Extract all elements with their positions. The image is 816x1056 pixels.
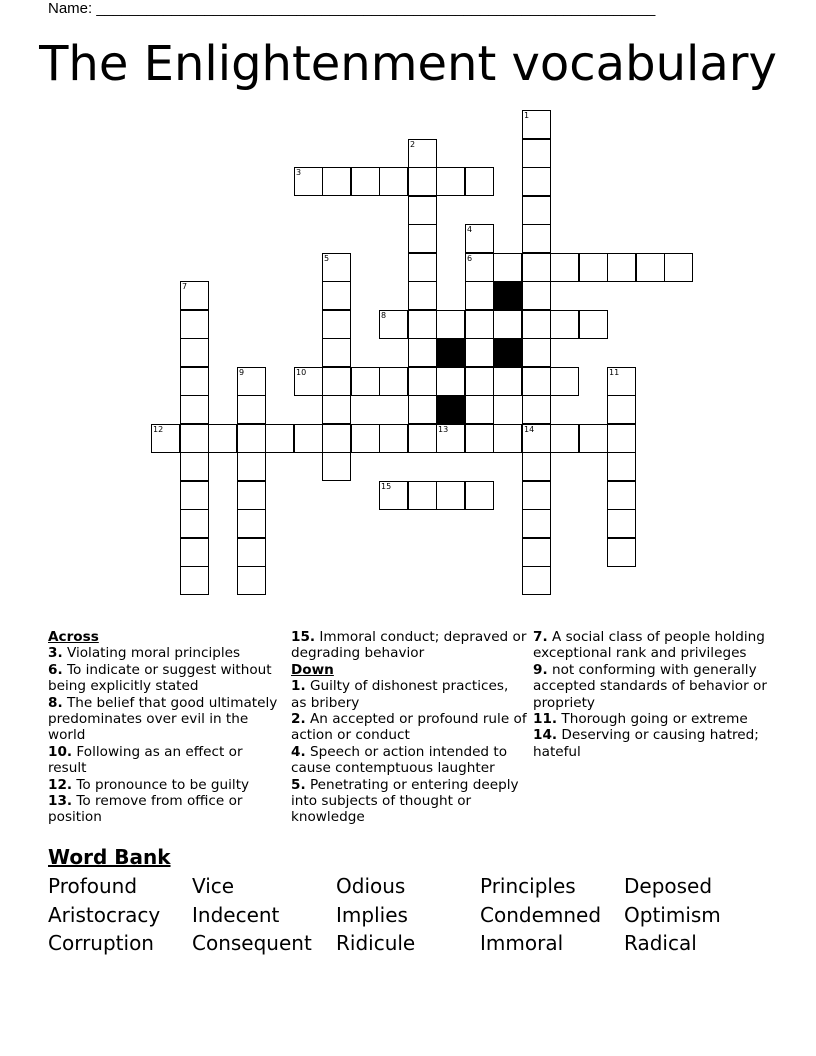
crossword-cell[interactable] xyxy=(550,310,579,339)
crossword-cell[interactable] xyxy=(607,424,636,453)
crossword-cell[interactable] xyxy=(607,253,636,282)
word-bank-word: Radical xyxy=(624,931,697,955)
crossword-cell[interactable] xyxy=(379,481,408,510)
crossword-cell[interactable] xyxy=(465,167,494,196)
down-clue-1: 1. Guilty of dishonest practices, as bribery xyxy=(291,678,509,711)
word-bank-word: Principles xyxy=(480,874,576,898)
down-clue-2: 2. An accepted or profound rule of action or conduct xyxy=(291,711,527,744)
crossword-block xyxy=(493,281,522,310)
across-heading: Across xyxy=(48,629,99,645)
crossword-cell[interactable] xyxy=(522,139,551,168)
crossword-cell[interactable] xyxy=(522,224,551,253)
crossword-cell[interactable] xyxy=(522,538,551,567)
down-clue-9: 9. not conforming with generally accepted standards of behavior or propriety xyxy=(533,661,767,711)
crossword-cell[interactable] xyxy=(465,253,494,282)
clues-column-3 xyxy=(533,629,773,760)
crossword-cell[interactable] xyxy=(237,424,266,453)
crossword-cell[interactable] xyxy=(493,310,522,339)
down-clue-14: 14. Deserving or causing hatred; hateful xyxy=(533,727,759,760)
crossword-cell[interactable] xyxy=(607,538,636,567)
crossword-cell[interactable] xyxy=(436,167,465,196)
clue-number: 13 xyxy=(438,425,449,434)
crossword-cell[interactable] xyxy=(436,367,465,396)
word-bank-word: Consequent xyxy=(192,931,312,955)
clue-number: 11 xyxy=(609,368,620,377)
crossword-cell[interactable] xyxy=(522,253,551,282)
word-bank-word: Vice xyxy=(192,874,235,898)
crossword-cell[interactable] xyxy=(436,481,465,510)
crossword-cell[interactable] xyxy=(408,253,437,282)
crossword-cell[interactable] xyxy=(322,281,351,310)
crossword-cell[interactable] xyxy=(408,281,437,310)
crossword-cell[interactable] xyxy=(522,338,551,367)
crossword-cell[interactable] xyxy=(579,424,608,453)
crossword-cell[interactable] xyxy=(408,424,437,453)
crossword-cell[interactable] xyxy=(465,281,494,310)
crossword-cell[interactable] xyxy=(607,452,636,481)
crossword-cell[interactable] xyxy=(408,481,437,510)
crossword-cell[interactable] xyxy=(322,424,351,453)
crossword-cell[interactable] xyxy=(180,481,209,510)
down-clue-5: 5. Penetrating or entering deeply into subjects of thought or knowledge xyxy=(291,776,519,826)
crossword-cell[interactable] xyxy=(522,566,551,595)
crossword-cell[interactable] xyxy=(550,424,579,453)
across-clue-6: 6. To indicate or suggest without being explicitly stated xyxy=(48,661,272,695)
crossword-cell[interactable] xyxy=(294,424,323,453)
crossword-cell[interactable] xyxy=(607,367,636,396)
crossword-cell[interactable] xyxy=(180,566,209,595)
crossword-cell[interactable] xyxy=(664,253,693,282)
clue-number: 12 xyxy=(153,425,164,434)
across-clue-15: 15. Immoral conduct; depraved or degrading behavior xyxy=(291,629,527,662)
crossword-cell[interactable] xyxy=(522,167,551,196)
crossword-block xyxy=(493,338,522,367)
clue-number: 5 xyxy=(324,254,330,263)
crossword-cell[interactable] xyxy=(408,139,437,168)
crossword-cell[interactable] xyxy=(237,509,266,538)
crossword-cell[interactable] xyxy=(237,481,266,510)
crossword-cell[interactable] xyxy=(237,538,266,567)
crossword-cell[interactable] xyxy=(522,395,551,424)
crossword-cell[interactable] xyxy=(522,481,551,510)
crossword-cell[interactable] xyxy=(607,395,636,424)
crossword-cell[interactable] xyxy=(465,424,494,453)
crossword-cell[interactable] xyxy=(151,424,180,453)
name-field-label: Name: ___________________________________________________________________ xyxy=(48,0,656,17)
clue-number: 4 xyxy=(467,225,473,234)
crossword-cell[interactable] xyxy=(408,167,437,196)
crossword-cell[interactable] xyxy=(522,424,551,453)
crossword-cell[interactable] xyxy=(436,424,465,453)
crossword-cell[interactable] xyxy=(465,310,494,339)
clues-column-1 xyxy=(48,629,280,826)
crossword-cell[interactable] xyxy=(265,424,294,453)
crossword-cell[interactable] xyxy=(408,395,437,424)
word-bank-word: Corruption xyxy=(48,931,154,955)
down-clue-11: 11. Thorough going or extreme xyxy=(533,711,748,728)
crossword-cell[interactable] xyxy=(322,338,351,367)
crossword-cell[interactable] xyxy=(465,338,494,367)
word-bank-word: Optimism xyxy=(624,903,721,927)
crossword-cell[interactable] xyxy=(379,367,408,396)
crossword-cell[interactable] xyxy=(322,167,351,196)
clue-number: 1 xyxy=(524,111,530,120)
word-bank-word: Profound xyxy=(48,874,138,898)
crossword-cell[interactable] xyxy=(208,424,237,453)
crossword-cell[interactable] xyxy=(322,367,351,396)
crossword-cell[interactable] xyxy=(180,424,209,453)
across-clue-3: 3. Violating moral principles xyxy=(48,645,241,662)
clue-number: 6 xyxy=(467,254,473,263)
crossword-cell[interactable] xyxy=(180,395,209,424)
crossword-cell[interactable] xyxy=(436,310,465,339)
word-bank-word: Implies xyxy=(336,903,408,927)
clue-number: 2 xyxy=(410,140,416,149)
crossword-cell[interactable] xyxy=(322,310,351,339)
down-clue-7: 7. A social class of people holding exceptional rank and privileges xyxy=(533,629,765,662)
crossword-cell[interactable] xyxy=(408,367,437,396)
crossword-cell[interactable] xyxy=(379,310,408,339)
word-bank-word: Indecent xyxy=(192,903,280,927)
crossword-cell[interactable] xyxy=(579,310,608,339)
crossword-cell[interactable] xyxy=(522,310,551,339)
crossword-cell[interactable] xyxy=(237,395,266,424)
down-heading: Down xyxy=(291,661,334,678)
crossword-cell[interactable] xyxy=(465,367,494,396)
crossword-cell[interactable] xyxy=(379,424,408,453)
crossword-cell[interactable] xyxy=(322,253,351,282)
crossword-cell[interactable] xyxy=(379,167,408,196)
word-bank-word: Deposed xyxy=(624,874,713,898)
word-bank-word: Condemned xyxy=(480,903,602,927)
across-clue-8: 8. The belief that good ultimately predominates over evil in the world xyxy=(48,694,278,744)
crossword-cell[interactable] xyxy=(493,367,522,396)
crossword-cell[interactable] xyxy=(180,509,209,538)
crossword-block xyxy=(436,395,465,424)
word-bank-word: Ridicule xyxy=(336,931,416,955)
crossword-cell[interactable] xyxy=(351,367,380,396)
crossword-cell[interactable] xyxy=(493,424,522,453)
crossword-cell[interactable] xyxy=(493,253,522,282)
crossword-cell[interactable] xyxy=(522,509,551,538)
crossword-cell[interactable] xyxy=(550,367,579,396)
crossword-cell[interactable] xyxy=(522,281,551,310)
across-clue-13: 13. To remove from office or position xyxy=(48,793,243,826)
crossword-cell[interactable] xyxy=(408,224,437,253)
clues-column-2 xyxy=(291,629,527,826)
word-bank-word: Immoral xyxy=(480,931,564,955)
crossword-cell[interactable] xyxy=(237,566,266,595)
clue-number: 15 xyxy=(381,482,392,491)
crossword-cell[interactable] xyxy=(237,452,266,481)
crossword-cell[interactable] xyxy=(180,281,209,310)
crossword-cell[interactable] xyxy=(180,338,209,367)
crossword-cell[interactable] xyxy=(522,367,551,396)
crossword-cell[interactable] xyxy=(522,196,551,225)
down-clue-4: 4. Speech or action intended to cause contemptuous laughter xyxy=(291,743,508,777)
clue-number: 14 xyxy=(524,425,535,434)
crossword-cell[interactable] xyxy=(408,338,437,367)
crossword-cell[interactable] xyxy=(180,310,209,339)
crossword-cell[interactable] xyxy=(237,367,266,396)
crossword-cell[interactable] xyxy=(522,452,551,481)
crossword-cell[interactable] xyxy=(180,538,209,567)
crossword-cell[interactable] xyxy=(408,310,437,339)
page-title: The Enlightenment vocabulary xyxy=(39,36,777,92)
clue-number: 10 xyxy=(296,368,307,377)
word-bank-word: Odious xyxy=(336,874,406,898)
crossword-cell[interactable] xyxy=(579,253,608,282)
crossword-cell[interactable] xyxy=(351,167,380,196)
across-clue-10: 10. Following as an effect or result xyxy=(48,743,243,777)
crossword-cell[interactable] xyxy=(636,253,665,282)
crossword-cell[interactable] xyxy=(180,367,209,396)
clue-number: 3 xyxy=(296,168,302,177)
crossword-cell[interactable] xyxy=(322,452,351,481)
crossword-cell[interactable] xyxy=(408,196,437,225)
word-bank-word: Aristocracy xyxy=(48,903,161,927)
crossword-cell[interactable] xyxy=(522,110,551,139)
crossword-cell[interactable] xyxy=(294,167,323,196)
crossword-cell[interactable] xyxy=(465,481,494,510)
word-bank-heading: Word Bank xyxy=(48,845,171,869)
clue-number: 9 xyxy=(239,368,245,377)
crossword-block xyxy=(436,338,465,367)
clue-number: 7 xyxy=(182,282,188,291)
clue-number: 8 xyxy=(381,311,387,320)
crossword-cell[interactable] xyxy=(322,395,351,424)
crossword-cell[interactable] xyxy=(351,424,380,453)
across-clue-12: 12. To pronounce to be guilty xyxy=(48,776,250,793)
crossword-cell[interactable] xyxy=(607,509,636,538)
crossword-cell[interactable] xyxy=(465,224,494,253)
crossword-cell[interactable] xyxy=(180,452,209,481)
crossword-cell[interactable] xyxy=(550,253,579,282)
crossword-cell[interactable] xyxy=(465,395,494,424)
crossword-cell[interactable] xyxy=(607,481,636,510)
crossword-cell[interactable] xyxy=(294,367,323,396)
